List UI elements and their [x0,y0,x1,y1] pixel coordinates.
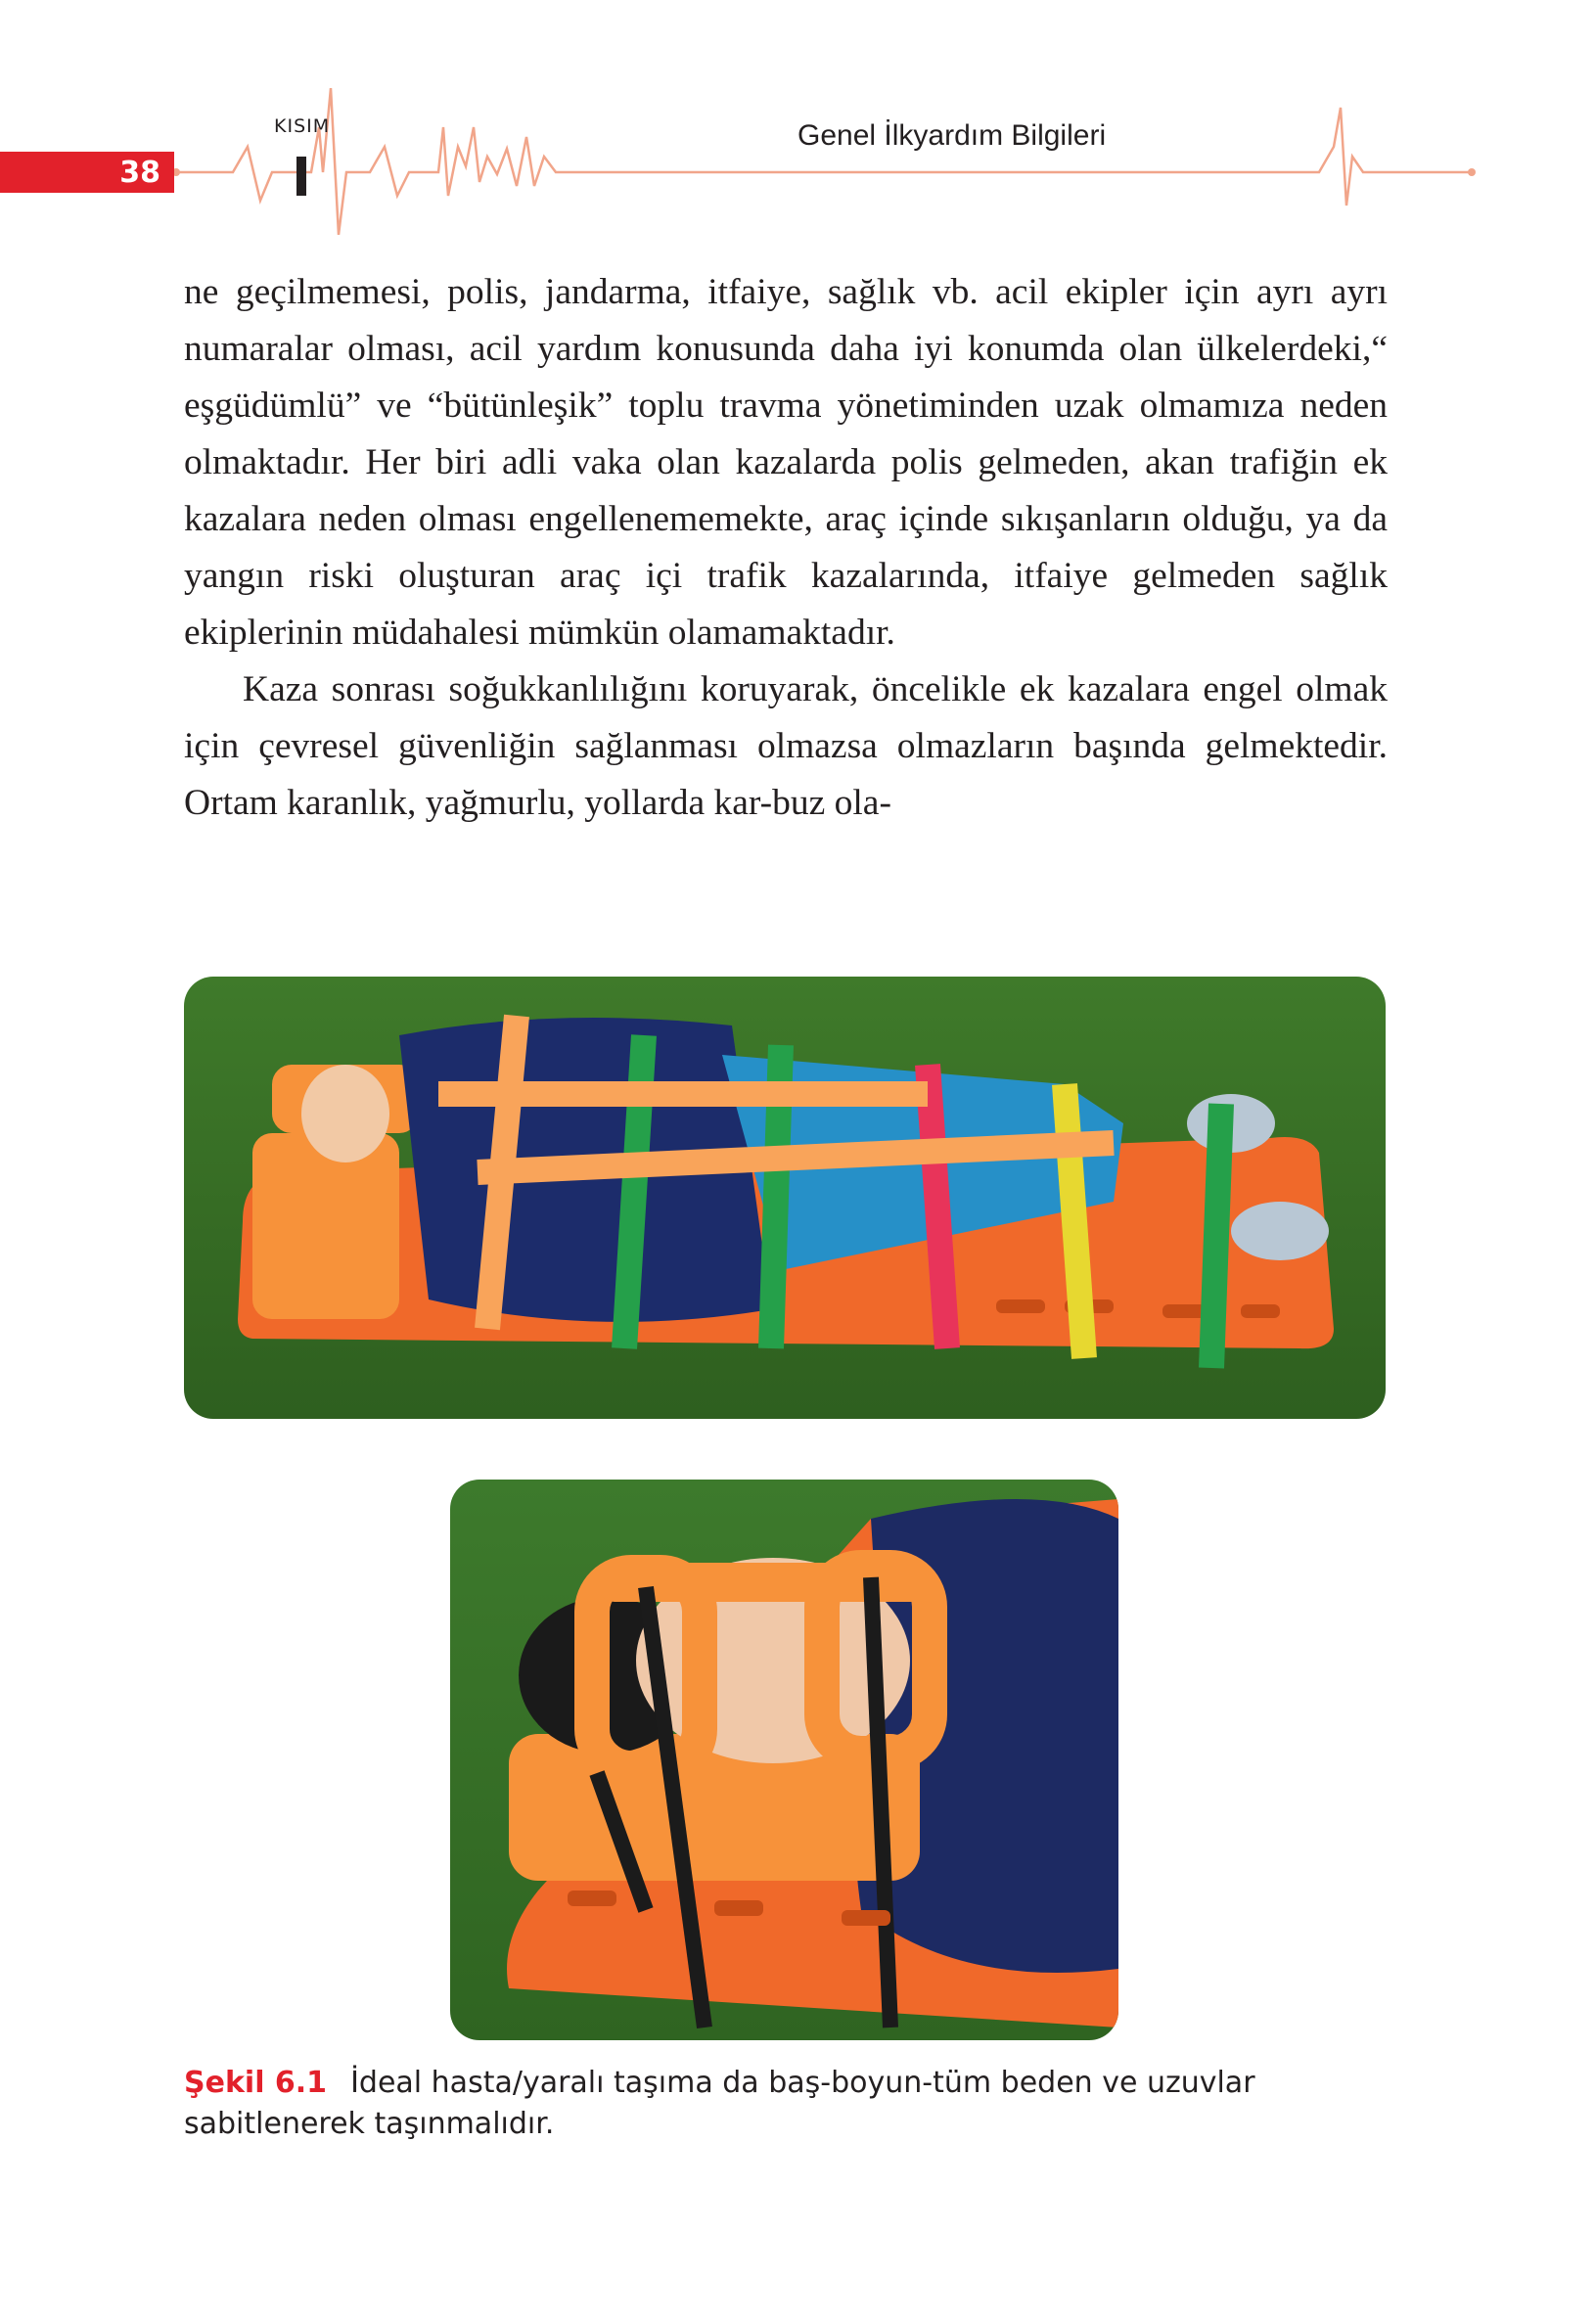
figure-caption-text: İdeal hasta/yaralı taşıma da baş-boyun-tüm beden ve uzuvlar sabitlenerek taşınmalıdır. [184,2066,1255,2141]
body-text [184,264,1388,832]
paragraph-2: Kaza sonrası soğukkanlılığını koruyarak, öncelikle ek kazalara engel olmak için çevresel güvenliğin sağlanması olmazsa olmazların başında gelmektedir. Ortam karanlık, yağmurlu, yollarda kar-buz ola- [184,669,1388,823]
ecg-header-line [174,88,1476,235]
kisim-label: KISIM [274,115,331,137]
section-title: Genel İlkyardım Bilgileri [798,119,1107,152]
figure-label: Şekil 6.1 [184,2066,328,2100]
stretcher-photo-full [184,977,1386,1419]
page-number [0,152,174,193]
paragraph-1: ne geçilmemesi, polis, jandarma, itfaiye, sağlık vb. acil ekipler için ayrı ayrı numaralar olması, acil yardım konusunda daha iyi konumda olan ülkelerdeki,“ eşgüdümlü” ve “bütünleşik” toplu travma yönetiminden uzak olmamıza neden olmaktadır. Her biri adli vaka olan kazalarda polis gelmeden, akan trafiğin ek kazalara neden olması engellenememekte, araç içinde sıkışanların olduğu, ya da yangın riski oluşturan araç içi trafik kazalarında, itfaiye gelmeden sağlık ekiplerinin müdahalesi mümkün olamamaktadır. [184,272,1388,653]
kisim-numeral [296,157,306,196]
page-number-text: 38 [119,155,160,190]
figure-caption [184,2063,1388,2145]
stretcher-photo-head-closeup [450,1480,1118,2040]
